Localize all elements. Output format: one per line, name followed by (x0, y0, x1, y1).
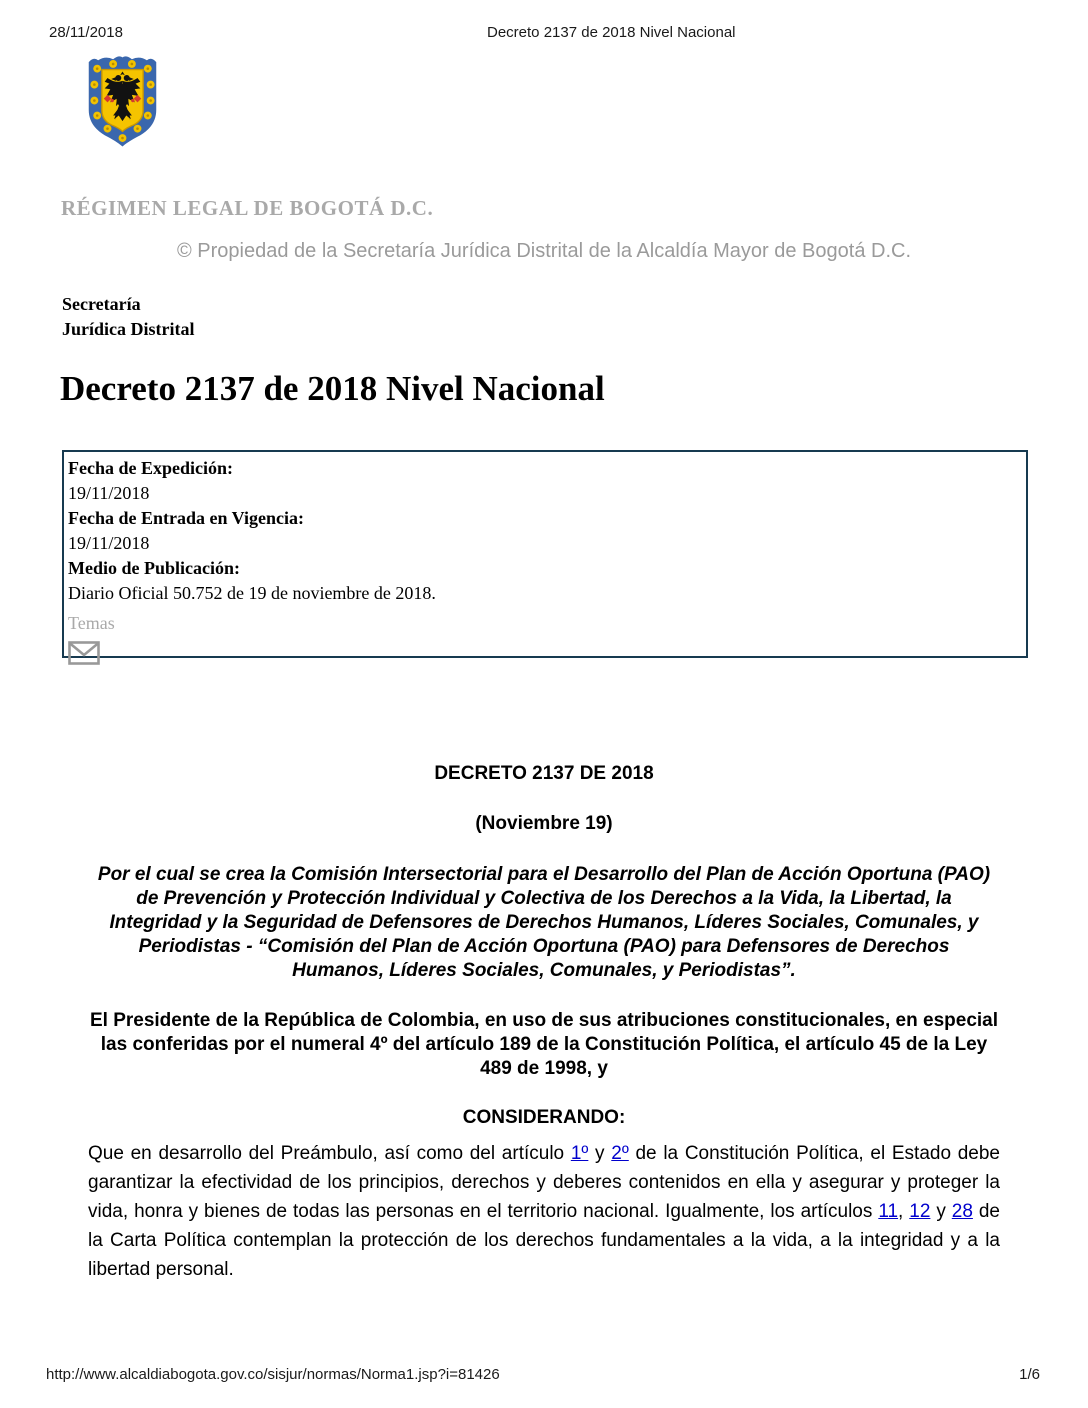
copyright-notice: © Propiedad de la Secretaría Jurídica Distrital de la Alcaldía Mayor de Bogotá D.C. (177, 240, 911, 262)
document-title: Decreto 2137 de 2018 Nivel Nacional (60, 369, 605, 408)
article-link[interactable]: 1º (570, 1143, 589, 1164)
bogota-coat-of-arms-icon (85, 52, 160, 149)
site-name: RÉGIMEN LEGAL DE BOGOTÁ D.C. (61, 196, 434, 220)
decree-date-line: (Noviembre 19) (475, 813, 613, 834)
print-header-title: Decreto 2137 de 2018 Nivel Nacional (487, 24, 736, 41)
vigencia-label: Fecha de Entrada en Vigencia: (68, 508, 304, 528)
entity-name (62, 292, 195, 342)
decree-authority: El Presidente de la República de Colombia, en uso de sus atribuciones constitucionales, en especial las conferidas por el numeral 4º del artículo 189 de la Constitución Política, el artículo 45 de la Ley 489 de 1998, y (89, 1010, 999, 1079)
article-link[interactable]: 11 (878, 1201, 899, 1222)
article-link[interactable]: 2º (611, 1143, 629, 1164)
medio-value: Diario Oficial 50.752 de 19 de noviembre de 2018. (68, 583, 436, 603)
expedicion-value: 19/11/2018 (68, 483, 150, 503)
medio-label: Medio de Publicación: (68, 558, 240, 578)
footer-url: http://www.alcaldiabogota.gov.co/sisjur/normas/Norma1.jsp?i=81426 (46, 1366, 500, 1383)
vigencia-value: 19/11/2018 (68, 533, 150, 553)
article-link[interactable]: 12 (909, 1201, 931, 1222)
temas-label: Temas (68, 613, 115, 633)
metadata-box (62, 450, 1028, 658)
considerando-heading: CONSIDERANDO: (462, 1107, 626, 1128)
decree-body (0, 763, 1088, 1284)
envelope-icon[interactable] (68, 641, 100, 665)
print-date: 28/11/2018 (49, 24, 123, 41)
page-number: 1/6 (1019, 1366, 1040, 1383)
considerando-paragraph: Que en desarrollo del Preámbulo, así como del artículo 1º y 2º de la Constitución Política, el Estado debe garantizar la efectividad de los principios, derechos y deberes contenidos en ella y asegurar y proteger la vida, honra y bienes de todas las personas en el territorio nacional. Igualmente, los artículos 11, 12 y 28 de la Carta Política contemplan la protección de los derechos fundamentales a la vida, a la integridad y a la libertad personal. (88, 1143, 1000, 1280)
entity-line2: Jurídica Distrital (62, 319, 195, 339)
expedicion-label: Fecha de Expedición: (68, 458, 233, 478)
decree-heading: DECRETO 2137 DE 2018 (434, 763, 654, 784)
article-link[interactable]: 28 (951, 1201, 973, 1222)
decree-epigraph: Por el cual se crea la Comisión Intersectorial para el Desarrollo del Plan de Acción Oportuna (PAO) de Prevención y Protección Individual y Colectiva de los Derechos a la Vida, la Libertad, la Integridad y la Seguridad de Defensores de Derechos Humanos, Líderes Sociales, Comunales, y Periodistas - “Comisión del Plan de Acción Oportuna (PAO) para Defensores de Derechos Humanos, Líderes Sociales, Comunales, y Periodistas”. (97, 864, 991, 981)
entity-line1: Secretaría (62, 294, 141, 314)
